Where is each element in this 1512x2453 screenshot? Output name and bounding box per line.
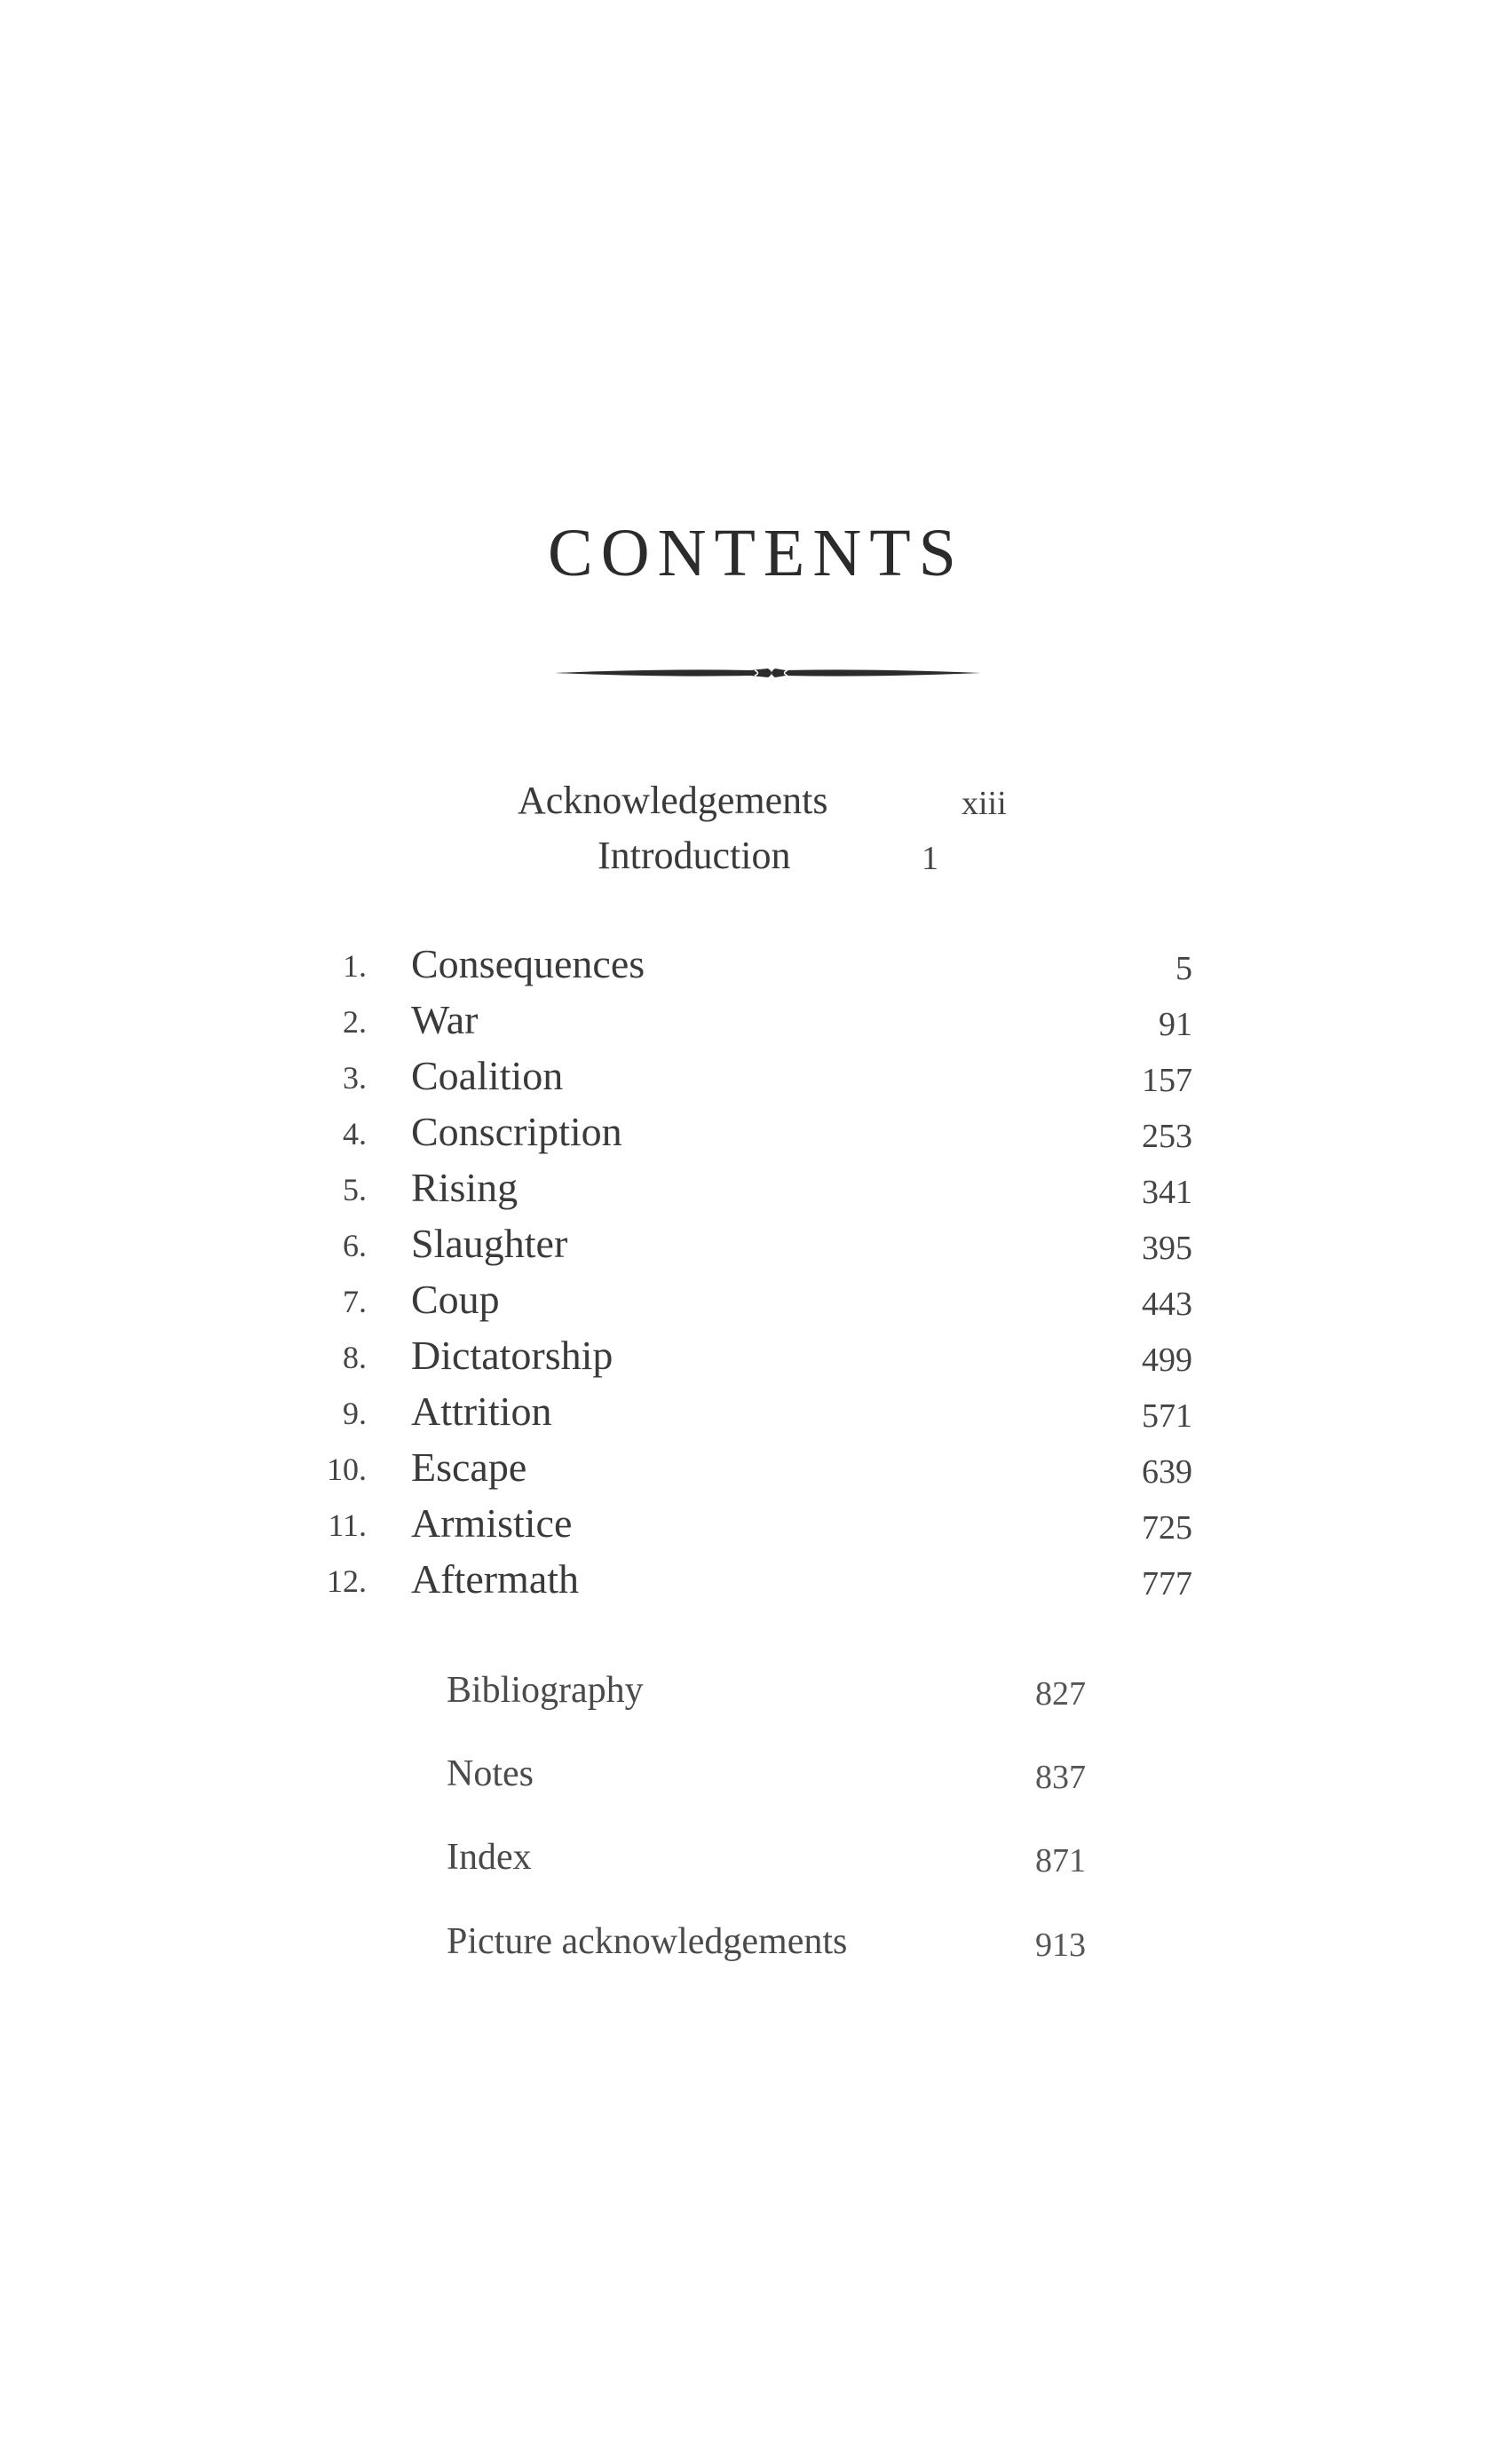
chapter-title: Escape [411,1444,527,1490]
back-matter-page: 837 [1035,1759,1086,1796]
chapter-page: 253 [1142,1118,1192,1155]
back-matter-page: 913 [1035,1927,1086,1964]
chapter-page: 91 [1159,1006,1192,1043]
chapter-title: Aftermath [411,1556,580,1602]
front-matter-label-acknowledgements: Acknowledgements [518,779,828,822]
chapter-number: 9. [343,1396,367,1431]
chapter-page: 725 [1142,1509,1192,1547]
chapter-page: 571 [1142,1397,1192,1435]
back-matter-page: 827 [1035,1675,1086,1713]
page-title: CONTENTS [548,516,964,590]
ornament-divider-icon [555,660,981,686]
chapter-number: 2. [343,1004,367,1040]
chapter-number: 11. [328,1507,367,1543]
front-matter-page-introduction: 1 [922,840,938,877]
chapter-title: Armistice [411,1500,573,1546]
chapter-title: Conscription [411,1109,622,1154]
back-matter-label: Notes [447,1753,534,1794]
chapter-title: Consequences [411,941,645,986]
back-matter-label: Picture acknowledgements [447,1921,848,1962]
chapter-page: 341 [1142,1174,1192,1211]
chapter-number: 6. [343,1228,367,1263]
chapter-title: War [411,997,479,1042]
chapter-title: Attrition [411,1389,552,1434]
chapter-number: 1. [343,948,367,984]
front-matter-label-introduction: Introduction [598,834,791,877]
chapter-page: 639 [1142,1453,1192,1491]
chapter-title: Rising [411,1165,519,1210]
chapter-title: Dictatorship [411,1333,614,1378]
chapter-page: 777 [1142,1565,1192,1602]
chapter-title: Coalition [411,1053,564,1098]
back-matter-label: Bibliography [447,1670,644,1711]
chapter-number: 4. [343,1116,367,1151]
back-matter-page: 871 [1035,1842,1086,1879]
chapter-page: 157 [1142,1062,1192,1099]
chapter-page: 499 [1142,1341,1192,1379]
chapter-page: 395 [1142,1230,1192,1267]
chapter-page: 5 [1176,950,1192,987]
back-matter-label: Index [447,1837,532,1878]
front-matter-page-acknowledgements: xiii [962,785,1007,822]
chapter-number: 8. [343,1340,367,1375]
chapter-number: 5. [343,1172,367,1207]
chapter-number: 3. [343,1060,367,1096]
chapter-number: 10. [327,1452,367,1487]
chapter-title: Slaughter [411,1221,568,1266]
chapter-number: 12. [327,1563,367,1599]
chapter-number: 7. [343,1284,367,1319]
chapter-page: 443 [1142,1286,1192,1323]
chapter-title: Coup [411,1277,500,1322]
